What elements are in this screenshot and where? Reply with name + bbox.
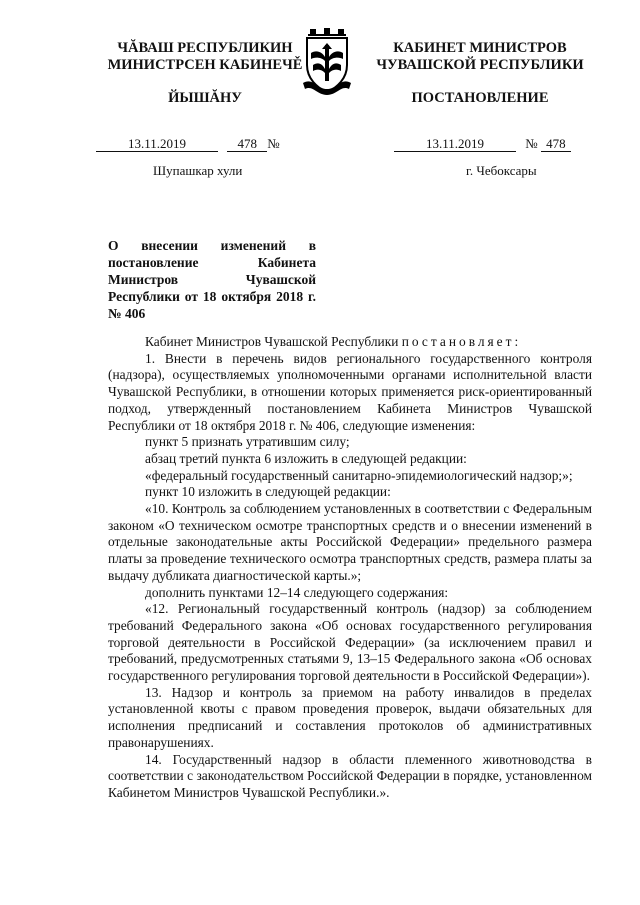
right-org-line1: КАБИНЕТ МИНИСТРОВ (393, 40, 567, 56)
body-paragraph: «10. Контроль за соблюдением установленных в соответствии с Федеральным законом «О техническом осмотре транспортных средств и о внесении изменений в отдельные законодательные акты Российской Федерации» предельного размера платы за проведение технического осмотра транспортных средств, размера платы за выдачу дубликата диагностической карты.»; (108, 501, 592, 583)
body-paragraph: «12. Региональный государственный контроль (надзор) за соблюдением требований Федерального закона «Об основах государственного регулирования торговой деятельности в Российской Федерации» (за исключением правил и требований, предусмотренных статьями 9, 13–15 Федерального закона «Об основах государственного регулирования торговой деятельности в Российской Федерации»). (108, 601, 592, 684)
left-date: 13.11.2019 (96, 137, 218, 152)
right-doc-type: ПОСТАНОВЛЕНИЕ (411, 90, 549, 106)
left-doc-type: ЙЫШĂНУ (168, 90, 242, 106)
body-paragraph: пункт 10 изложить в следующей редакции: (145, 484, 391, 500)
emblem-crown-right (338, 29, 344, 34)
document-body (108, 334, 592, 802)
left-org-line1: ЧĂВАШ РЕСПУБЛИКИН (117, 40, 293, 56)
right-org-line2: ЧУВАШСКОЙ РЕСПУБЛИКИ (376, 57, 584, 73)
emblem-crown-left (310, 29, 316, 34)
left-number-line (96, 136, 280, 152)
header-right-block (365, 40, 595, 107)
preamble-org: Кабинет Министров Чувашской Республики (145, 334, 399, 349)
document-subject: О внесении изменений в постановление Кабинета Министров Чувашской Республики от 18 октября 2018 г. № 406 (108, 238, 316, 321)
header-left-block (90, 40, 320, 107)
chuvash-republic-emblem (299, 27, 355, 97)
left-org-line2: МИНИСТРСЕН КАБИНЕЧĚ (107, 57, 303, 73)
right-number-sign: № (525, 136, 538, 151)
right-place: г. Чебоксары (466, 163, 537, 178)
preamble-verb: постановляет: (401, 334, 522, 349)
body-paragraph: 1. Внести в перечень видов регионального государственного контроля (надзора), осуществляемых уполномоченными органами исполнительной власти Чувашской Республики, в отношении которых применяется риск-ориентированный подход, утвержденный постановлением Кабинета Министров Чувашской Республики от 18 октября 2018 г. № 406, следующие изменения: (108, 350, 592, 433)
body-paragraph: пункт 5 признать утратившим силу; (145, 434, 350, 450)
left-number: 478 (227, 137, 267, 152)
left-place: Шупашкар хули (153, 163, 243, 178)
body-paragraph: абзац третий пункта 6 изложить в следующей редакции: (145, 450, 467, 466)
body-paragraph: «федеральный государственный санитарно-эпидемиологический надзор;»; (145, 467, 573, 483)
body-paragraph: 14. Государственный надзор в области племенного животноводства в соответствии с законодательством Российской Федерации в порядке, установленном Кабинетом Министров Чувашской Республики.». (108, 751, 592, 800)
left-number-sign: № (267, 136, 280, 151)
preamble (108, 334, 592, 351)
right-date: 13.11.2019 (394, 137, 516, 152)
right-number: 478 (541, 137, 571, 152)
body-paragraph: дополнить пунктами 12–14 следующего содержания: (145, 584, 449, 600)
emblem-crown-center (324, 28, 330, 34)
body-paragraph: 13. Надзор и контроль за приемом на работу инвалидов в пределах установленной квоты с правом проведения проверок, выдачи обязательных для исполнения предписаний и составления протоколов об административных правонарушениях. (108, 684, 592, 750)
right-number-line (394, 136, 571, 152)
